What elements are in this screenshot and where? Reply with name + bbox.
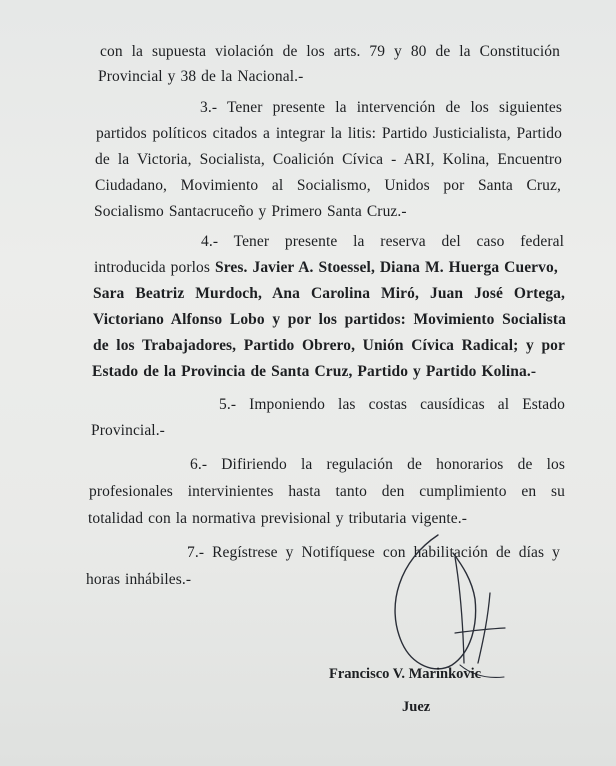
signatory-name: Francisco V. Marinkovic [329,666,482,682]
item-6-line-3: totalidad con la normativa previsional y tributaria vigente.- [88,510,467,527]
item-3-line-2: partidos políticos citados a integrar la litis: Partido Justicialista, Partido [96,125,562,142]
item-3-line-4: Ciudadano, Movimiento al Socialismo, Unidos por Santa Cruz, [95,177,561,194]
item-4-line-6: Estado de la Provincia de Santa Cruz, Partido y Partido Kolina.- [92,363,537,380]
item-7-first-line: 7.- Regístrese y Notifíquese con habilitación de días y [187,544,560,561]
text-line-1: con la supuesta violación de los arts. 79 y 80 de la Constitución [100,43,560,60]
item-5-first-line: 5.- Imponiendo las costas causídicas al Estado [219,396,565,413]
item-4-line-5: de los Trabajadores, Partido Obrero, Unión Cívica Radical; y por [93,337,565,354]
item-6-line-2: profesionales intervinientes hasta tanto den cumplimiento en su [89,483,565,500]
item-4-intro-text: introducida porlos [94,259,211,276]
item-6-first-line: 6.- Difiriendo la regulación de honorarios de los [190,456,565,473]
item-3-line-5: Socialismo Santacruceño y Primero Santa Cruz.- [94,203,407,220]
text-line-2: Provincial y 38 de la Nacional.- [98,68,304,85]
item-4-names-part-1: Sres. Javier A. Stoessel, Diana M. Huerga Cuervo, [215,259,558,276]
item-3-first-line: 3.- Tener presente la intervención de los siguientes [200,99,562,116]
item-4-line-2 [94,258,564,278]
signatory-title: Juez [402,699,431,715]
item-4-line-3: Sara Beatriz Murdoch, Ana Carolina Miró, Juan José Ortega, [93,285,565,302]
item-5-line-2: Provincial.- [91,422,165,439]
item-4-first-line: 4.- Tener presente la reserva del caso federal [201,233,564,250]
item-4-line-4: Victoriano Alfonso Lobo y por los partidos: Movimiento Socialista [93,311,566,328]
item-3-line-3: de la Victoria, Socialista, Coalición Cívica - ARI, Kolina, Encuentro [95,151,562,168]
item-7-line-2: horas inhábiles.- [86,571,192,588]
